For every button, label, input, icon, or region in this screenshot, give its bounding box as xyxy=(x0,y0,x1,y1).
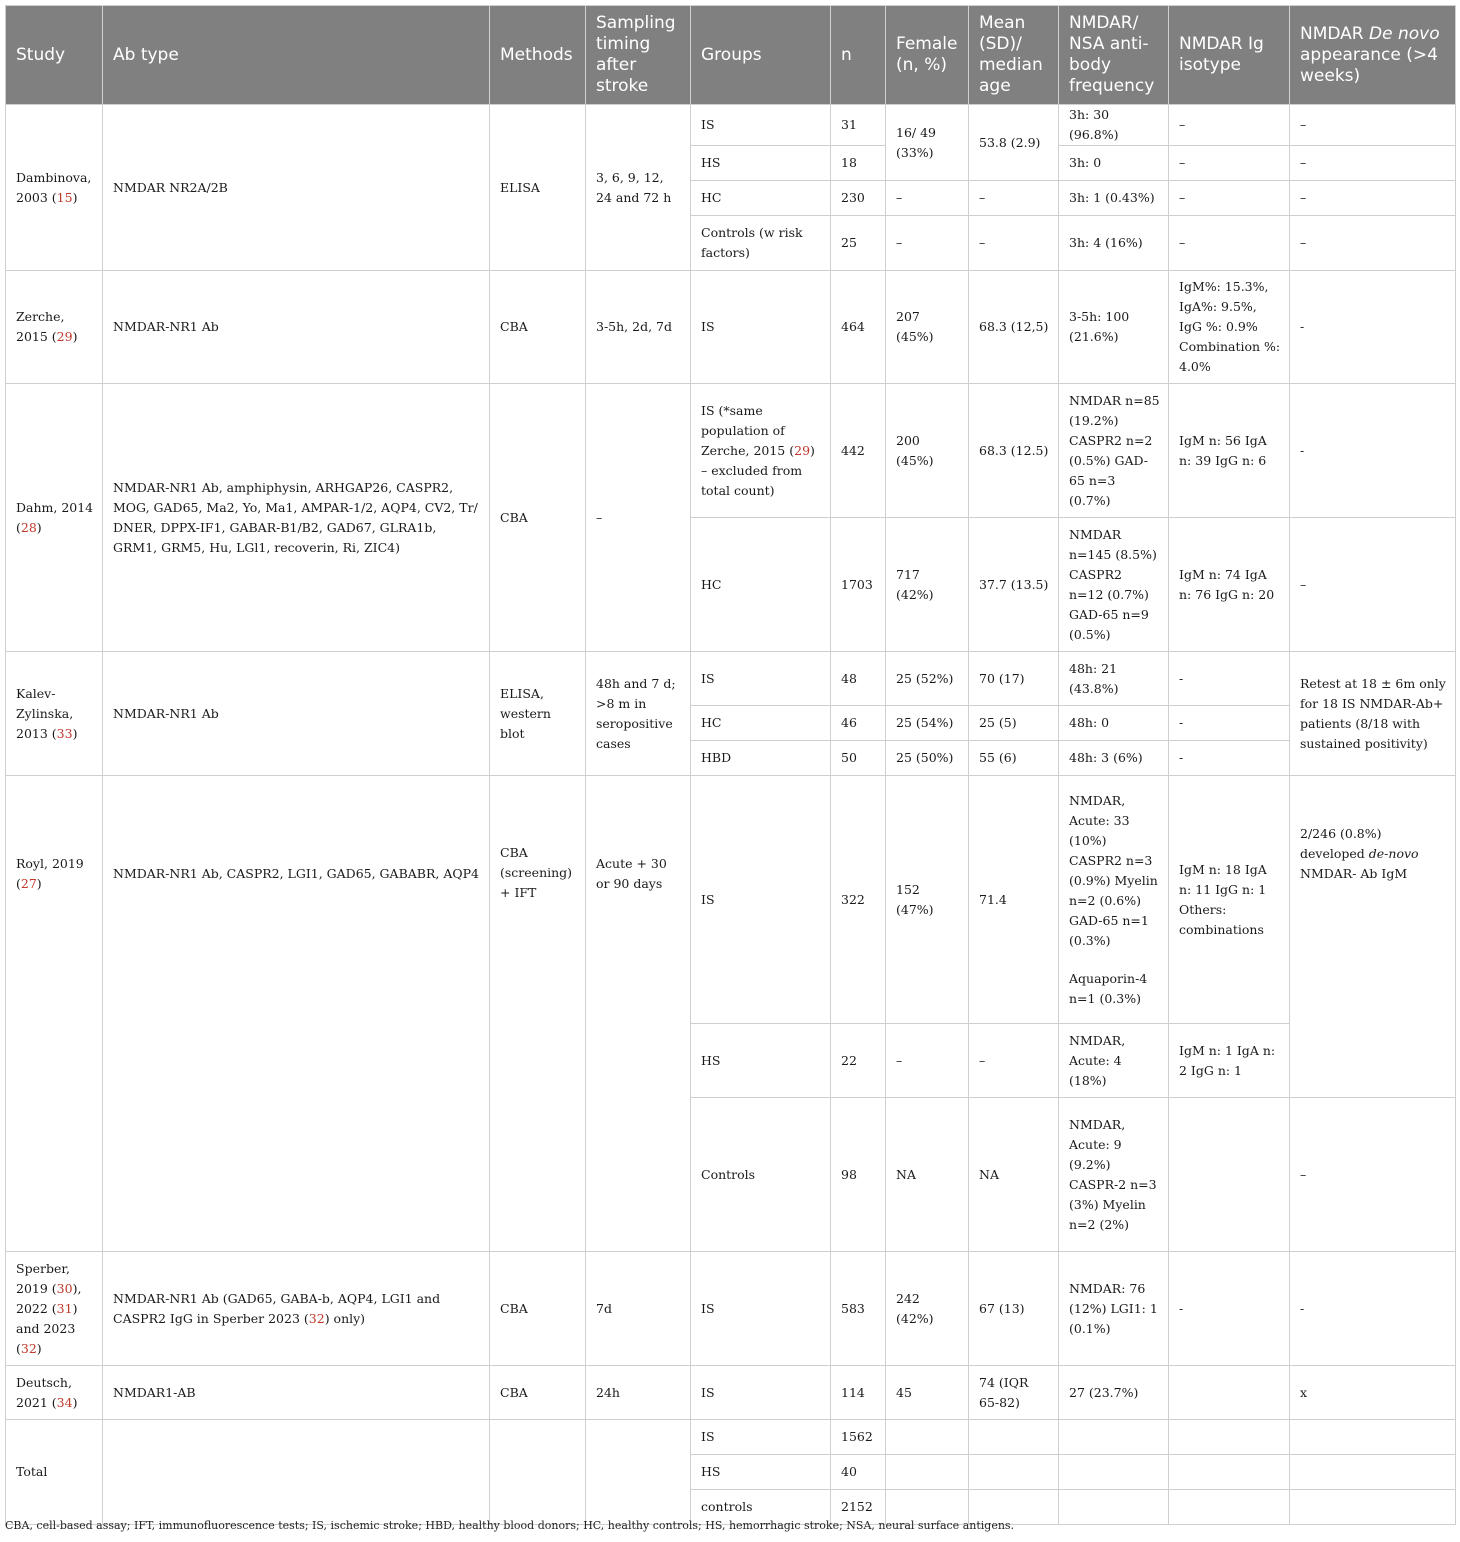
study-cell xyxy=(6,1252,103,1366)
study-name: Deutsch, 2021 ( xyxy=(16,1374,72,1410)
n-cell: 98 xyxy=(831,1098,886,1252)
study-name: Zerche, 2015 ( xyxy=(16,309,65,344)
table-row xyxy=(6,652,1456,706)
study-suffix: ) xyxy=(72,189,78,205)
ref-link[interactable]: 31 xyxy=(56,1300,73,1316)
ref-link[interactable]: 33 xyxy=(56,725,73,741)
studies-table xyxy=(5,5,1456,1525)
col-de-novo xyxy=(1290,6,1456,105)
group-cell: controls xyxy=(691,1490,831,1525)
col-frequency: NMDAR/ NSA anti- body frequency xyxy=(1059,6,1169,105)
isotype-cell: – xyxy=(1169,181,1290,216)
denovo-cell: – xyxy=(1290,518,1456,652)
age-cell: 68.3 (12,5) xyxy=(969,271,1059,384)
methods-cell: CBA xyxy=(490,1366,586,1420)
denovo-cell: - xyxy=(1290,1252,1456,1366)
isotype-cell: - xyxy=(1169,652,1290,706)
col-de-novo-pre: NMDAR xyxy=(1300,23,1370,44)
study-suffix: ) xyxy=(36,876,42,891)
n-cell: 230 xyxy=(831,181,886,216)
empty-cell xyxy=(586,1420,691,1525)
study-cell xyxy=(6,384,103,652)
methods-cell: ELISA, western blot xyxy=(490,652,586,776)
table-footnote: CBA, cell-based assay; IFT, immunofluorescence tests; IS, ischemic stroke; HBD, healthy blood donors; HC, healthy controls; HS, hemorrhagic stroke; NSA, neural surface antigens. xyxy=(5,1519,1015,1532)
timing-cell: 24h xyxy=(586,1366,691,1420)
ref-link[interactable]: 29 xyxy=(794,442,811,458)
study-cell xyxy=(6,271,103,384)
study-name: Dahm, 2014 ( xyxy=(16,499,94,535)
empty-cell xyxy=(886,1455,969,1490)
age-cell: – xyxy=(969,1024,1059,1098)
study-name: Kalev- Zylinska, 2013 ( xyxy=(16,685,74,741)
methods-cell: CBA (screening) + IFT xyxy=(490,776,586,1252)
age-cell: 25 (5) xyxy=(969,706,1059,741)
col-female: Female (n, %) xyxy=(886,6,969,105)
age-cell: – xyxy=(969,181,1059,216)
col-ab-type: Ab type xyxy=(103,6,490,105)
col-n: n xyxy=(831,6,886,105)
denovo-cell xyxy=(1290,776,1456,1098)
female-cell: 152 (47%) xyxy=(886,776,969,1024)
group-cell: IS xyxy=(691,271,831,384)
group-cell xyxy=(691,384,831,518)
freq-cell xyxy=(1059,776,1169,1024)
ab-type-cell: NMDAR-NR1 Ab, CASPR2, LGI1, GAD65, GABABR, AQP4 xyxy=(103,776,490,1252)
group-cell: Controls xyxy=(691,1098,831,1252)
group-cell: IS xyxy=(691,1252,831,1366)
isotype-cell: IgM n: 18 IgA n: 11 IgG n: 1 Others: combinations xyxy=(1169,776,1290,1024)
ab-type-cell: NMDAR-NR1 Ab xyxy=(103,652,490,776)
col-study: Study xyxy=(6,6,103,105)
ref-link[interactable]: 27 xyxy=(20,876,37,891)
n-cell: 50 xyxy=(831,741,886,776)
study-suffix: ) xyxy=(36,519,42,535)
female-cell: – xyxy=(886,216,969,271)
denovo-cell: – xyxy=(1290,146,1456,181)
methods-cell: CBA xyxy=(490,384,586,652)
freq-cell: NMDAR, Acute: 9 (9.2%) CASPR-2 n=3 (3%) Myelin n=2 (2%) xyxy=(1059,1098,1169,1252)
female-cell: 25 (52%) xyxy=(886,652,969,706)
empty-cell xyxy=(969,1455,1059,1490)
n-cell: 48 xyxy=(831,652,886,706)
col-de-novo-post: appearance (>4 weeks) xyxy=(1300,44,1438,86)
ref-link[interactable]: 28 xyxy=(20,519,37,535)
n-cell: 46 xyxy=(831,706,886,741)
total-label: Total xyxy=(6,1420,103,1525)
freq-cell: NMDAR, Acute: 4 (18%) xyxy=(1059,1024,1169,1098)
ref-link[interactable]: 32 xyxy=(308,1310,325,1326)
age-cell: 68.3 (12.5) xyxy=(969,384,1059,518)
ab-type-cell: NMDAR-NR1 Ab xyxy=(103,271,490,384)
denovo-cell: – xyxy=(1290,181,1456,216)
n-cell: 114 xyxy=(831,1366,886,1420)
timing-cell: 3-5h, 2d, 7d xyxy=(586,271,691,384)
study-suffix: ) xyxy=(36,1340,42,1356)
ref-link[interactable]: 29 xyxy=(56,329,73,344)
methods-cell: CBA xyxy=(490,271,586,384)
timing-cell: 7d xyxy=(586,1252,691,1366)
female-cell: 25 (50%) xyxy=(886,741,969,776)
n-cell: 322 xyxy=(831,776,886,1024)
female-cell: 207 (45%) xyxy=(886,271,969,384)
female-cell: – xyxy=(886,1024,969,1098)
empty-cell xyxy=(1059,1455,1169,1490)
n-cell: 25 xyxy=(831,216,886,271)
header-row xyxy=(6,6,1456,105)
col-methods: Methods xyxy=(490,6,586,105)
isotype-cell: – xyxy=(1169,105,1290,146)
ref-link[interactable]: 15 xyxy=(56,189,73,205)
ab-type-cell: NMDAR-NR1 Ab, amphiphysin, ARHGAP26, CASPR2, MOG, GAD65, Ma2, Yo, Ma1, AMPAR-1/2, AQP4, CV2, Tr/ DNER, DPPX-IF1, GABAR-B1/B2, GAD67, GLRA1b, GRM1, GRM5, Hu, LGl1, recoverin, Ri, ZIC4) xyxy=(103,384,490,652)
n-cell: 18 xyxy=(831,146,886,181)
freq-cell: 48h: 0 xyxy=(1059,706,1169,741)
isotype-cell: IgM n: 74 IgA n: 76 IgG n: 20 xyxy=(1169,518,1290,652)
table-row xyxy=(6,1366,1456,1420)
age-cell: 67 (13) xyxy=(969,1252,1059,1366)
freq-cell: 27 (23.7%) xyxy=(1059,1366,1169,1420)
study-suffix: ) xyxy=(72,1394,78,1410)
empty-cell xyxy=(1290,1420,1456,1455)
group-cell: HC xyxy=(691,518,831,652)
group-cell: IS xyxy=(691,1366,831,1420)
ab-type-cell: NMDAR1-AB xyxy=(103,1366,490,1420)
age-cell: 70 (17) xyxy=(969,652,1059,706)
table-row xyxy=(6,776,1456,1024)
denovo-cell: x xyxy=(1290,1366,1456,1420)
n-cell: 442 xyxy=(831,384,886,518)
isotype-cell: – xyxy=(1169,216,1290,271)
freq-cell: NMDAR: 76 (12%) LGI1: 1 (0.1%) xyxy=(1059,1252,1169,1366)
empty-cell xyxy=(1059,1420,1169,1455)
freq-cell: 3-5h: 100 (21.6%) xyxy=(1059,271,1169,384)
group-cell: IS xyxy=(691,1420,831,1455)
empty-cell xyxy=(969,1420,1059,1455)
col-isotype: NMDAR Ig isotype xyxy=(1169,6,1290,105)
female-cell: 16/ 49 (33%) xyxy=(886,105,969,181)
age-cell: 71.4 xyxy=(969,776,1059,1024)
study-cell xyxy=(6,652,103,776)
age-cell: 53.8 (2.9) xyxy=(969,105,1059,181)
denovo-cell: – xyxy=(1290,216,1456,271)
group-text-suffix: ) – excluded from total count) xyxy=(701,442,815,498)
n-cell: 1562 xyxy=(831,1420,886,1455)
study-name: Dambinova, 2003 ( xyxy=(16,169,92,205)
study-suffix: ) xyxy=(72,329,78,344)
study-name: Sperber, 2019 ( xyxy=(16,1260,70,1296)
empty-cell xyxy=(886,1420,969,1455)
group-cell: HBD xyxy=(691,741,831,776)
age-cell: 55 (6) xyxy=(969,741,1059,776)
col-de-novo-em: De novo xyxy=(1369,23,1440,44)
group-cell: HS xyxy=(691,1455,831,1490)
denovo-text-suffix: NMDAR- Ab IgM xyxy=(1300,866,1408,881)
ref-link[interactable]: 32 xyxy=(20,1340,37,1356)
empty-cell xyxy=(490,1420,586,1525)
age-cell: 74 (IQR 65-82) xyxy=(969,1366,1059,1420)
study-cell xyxy=(6,105,103,271)
denovo-cell: – xyxy=(1290,1098,1456,1252)
female-cell: – xyxy=(886,181,969,216)
ab-text: NMDAR-NR1 Ab (GAD65, GABA-b, AQP4, LGI1 and CASPR2 IgG in Sperber 2023 ( xyxy=(113,1290,441,1326)
methods-cell: CBA xyxy=(490,1252,586,1366)
age-cell: 37.7 (13.5) xyxy=(969,518,1059,652)
isotype-cell: – xyxy=(1169,146,1290,181)
freq-cell: 48h: 21 (43.8%) xyxy=(1059,652,1169,706)
freq-text-aqp4: Aquaporin-4 n=1 (0.3%) xyxy=(1069,970,1148,1006)
group-cell: HC xyxy=(691,181,831,216)
n-cell: 464 xyxy=(831,271,886,384)
table-row xyxy=(6,384,1456,518)
timing-cell: – xyxy=(586,384,691,652)
group-cell: HC xyxy=(691,706,831,741)
ab-text-suffix: ) only) xyxy=(324,1310,366,1326)
study-cell xyxy=(6,776,103,1252)
denovo-cell: – xyxy=(1290,105,1456,146)
female-cell: 45 xyxy=(886,1366,969,1420)
female-cell: 717 (42%) xyxy=(886,518,969,652)
group-cell: HS xyxy=(691,1024,831,1098)
study-text: ), 2022 ( xyxy=(16,1280,82,1316)
freq-cell: 3h: 0 xyxy=(1059,146,1169,181)
isotype-cell: - xyxy=(1169,1252,1290,1366)
isotype-cell: IgM%: 15.3%, IgA%: 9.5%, IgG %: 0.9% Combination %: 4.0% xyxy=(1169,271,1290,384)
study-cell xyxy=(6,1366,103,1420)
timing-cell: Acute + 30 or 90 days xyxy=(586,776,691,1252)
table-row xyxy=(6,1420,1456,1455)
ab-type-cell xyxy=(103,1252,490,1366)
denovo-em: de-novo xyxy=(1368,846,1419,861)
ref-link[interactable]: 34 xyxy=(56,1394,73,1410)
group-cell: IS xyxy=(691,105,831,146)
denovo-cell: - xyxy=(1290,384,1456,518)
group-cell: Controls (w risk factors) xyxy=(691,216,831,271)
ab-type-cell: NMDAR NR2A/2B xyxy=(103,105,490,271)
freq-text: NMDAR, Acute: 33 (10%) CASPR2 n=3 (0.9%) Myelin n=2 (0.6%) GAD-65 n=1 (0.3%) xyxy=(1069,792,1158,948)
n-cell: 31 xyxy=(831,105,886,146)
table-row xyxy=(6,271,1456,384)
freq-cell: NMDAR n=145 (8.5%) CASPR2 n=12 (0.7%) GAD-65 n=9 (0.5%) xyxy=(1059,518,1169,652)
freq-cell: 48h: 3 (6%) xyxy=(1059,741,1169,776)
freq-cell: 3h: 1 (0.43%) xyxy=(1059,181,1169,216)
n-cell: 1703 xyxy=(831,518,886,652)
n-cell: 583 xyxy=(831,1252,886,1366)
freq-cell: 3h: 4 (16%) xyxy=(1059,216,1169,271)
empty-cell xyxy=(103,1420,490,1525)
timing-cell: 3, 6, 9, 12, 24 and 72 h xyxy=(586,105,691,271)
empty-cell xyxy=(1169,1420,1290,1455)
denovo-text: 2/246 (0.8%) developed xyxy=(1300,826,1382,861)
isotype-cell xyxy=(1169,1366,1290,1420)
group-cell: IS xyxy=(691,776,831,1024)
isotype-cell: IgM n: 56 IgA n: 39 IgG n: 6 xyxy=(1169,384,1290,518)
study-name: Royl, 2019 ( xyxy=(16,856,84,891)
isotype-cell xyxy=(1169,1098,1290,1252)
study-suffix: ) xyxy=(72,725,78,741)
table-row xyxy=(6,105,1456,146)
col-timing: Sampling timing after stroke xyxy=(586,6,691,105)
col-groups: Groups xyxy=(691,6,831,105)
n-cell: 2152 xyxy=(831,1490,886,1525)
n-cell: 40 xyxy=(831,1455,886,1490)
female-cell: 242 (42%) xyxy=(886,1252,969,1366)
denovo-cell: Retest at 18 ± 6m only for 18 IS NMDAR-Ab+ patients (8/18 with sustained positivity) xyxy=(1290,652,1456,776)
ref-link[interactable]: 30 xyxy=(56,1280,73,1296)
age-cell: NA xyxy=(969,1098,1059,1252)
table-row xyxy=(6,1252,1456,1366)
denovo-cell: - xyxy=(1290,271,1456,384)
age-cell: – xyxy=(969,216,1059,271)
isotype-cell: IgM n: 1 IgA n: 2 IgG n: 1 xyxy=(1169,1024,1290,1098)
col-age: Mean (SD)/ median age xyxy=(969,6,1059,105)
female-cell: NA xyxy=(886,1098,969,1252)
group-cell: HS xyxy=(691,146,831,181)
isotype-cell: - xyxy=(1169,741,1290,776)
group-text: IS (*same population of Zerche, 2015 ( xyxy=(701,402,795,458)
n-cell: 22 xyxy=(831,1024,886,1098)
female-cell: 200 (45%) xyxy=(886,384,969,518)
isotype-cell: - xyxy=(1169,706,1290,741)
freq-cell: 3h: 30 (96.8%) xyxy=(1059,105,1169,146)
empty-cell xyxy=(1169,1455,1290,1490)
female-cell: 25 (54%) xyxy=(886,706,969,741)
freq-cell: NMDAR n=85 (19.2%) CASPR2 n=2 (0.5%) GAD-65 n=3 (0.7%) xyxy=(1059,384,1169,518)
study-text: ) and 2023 ( xyxy=(16,1300,78,1356)
group-cell: IS xyxy=(691,652,831,706)
methods-cell: ELISA xyxy=(490,105,586,271)
empty-cell xyxy=(1290,1455,1456,1490)
timing-cell: 48h and 7 d; >8 m in seropositive cases xyxy=(586,652,691,776)
